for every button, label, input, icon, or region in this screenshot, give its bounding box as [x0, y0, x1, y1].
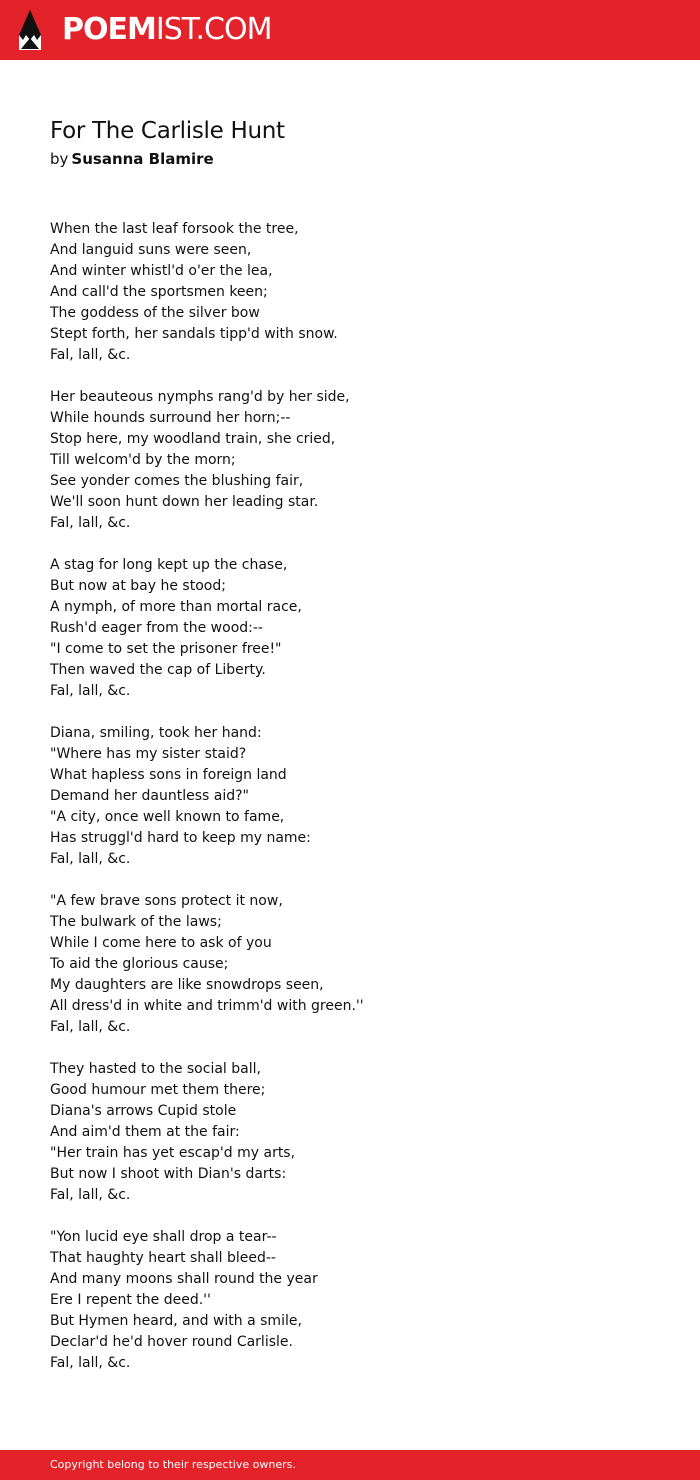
- poem-line: Till welcom'd by the morn;: [50, 452, 236, 468]
- poem-line: And winter whistl'd o'er the lea,: [50, 263, 273, 279]
- poem-line: And call'd the sportsmen keen;: [50, 284, 268, 300]
- byline: [50, 148, 214, 170]
- poem-line: Fal, lall, &c.: [50, 347, 131, 363]
- poem-line: Diana's arrows Cupid stole: [50, 1103, 237, 1119]
- poem-line: But now I shoot with Dian's darts:: [50, 1166, 287, 1182]
- poem-line: To aid the glorious cause;: [50, 956, 229, 972]
- poem-line: And languid suns were seen,: [50, 242, 252, 258]
- poem-line: But Hymen heard, and with a smile,: [50, 1313, 302, 1329]
- site-header: [0, 0, 700, 60]
- poem-line: Fal, lall, &c.: [50, 1187, 131, 1203]
- poem-line: But now at bay he stood;: [50, 578, 226, 594]
- poem-stanza: [50, 723, 670, 870]
- poem-line: "I come to set the prisoner free!": [50, 641, 282, 657]
- poem-line: Diana, smiling, took her hand:: [50, 725, 262, 741]
- pencil-tip-icon[interactable]: [17, 9, 43, 51]
- poem-line: Fal, lall, &c.: [50, 1355, 131, 1371]
- poem-line: "A few brave sons protect it now,: [50, 893, 283, 909]
- poem-line: We'll soon hunt down her leading star.: [50, 494, 319, 510]
- poem-line: Ere I repent the deed.'': [50, 1292, 211, 1308]
- poem-line: They hasted to the social ball,: [50, 1061, 261, 1077]
- byline-prefix: by: [50, 150, 69, 168]
- poem-line: The bulwark of the laws;: [50, 914, 222, 930]
- poem-line: When the last leaf forsook the tree,: [50, 221, 299, 237]
- poem-line: And many moons shall round the year: [50, 1271, 318, 1287]
- poem-stanza: [50, 1059, 670, 1206]
- poem-line: See yonder comes the blushing fair,: [50, 473, 304, 489]
- poem-line: And aim'd them at the fair:: [50, 1124, 240, 1140]
- poem-line: "Where has my sister staid?: [50, 746, 247, 762]
- poem-line: The goddess of the silver bow: [50, 305, 260, 321]
- poem-line: Her beauteous nymphs rang'd by her side,: [50, 389, 350, 405]
- poem-line: Rush'd eager from the wood:--: [50, 620, 263, 636]
- poem-stanza: [50, 555, 670, 702]
- poem-line: A nymph, of more than mortal race,: [50, 599, 302, 615]
- poem-line: While I come here to ask of you: [50, 935, 272, 951]
- poem-stanza: [50, 387, 670, 534]
- poem-line: "A city, once well known to fame,: [50, 809, 285, 825]
- poem-title: For The Carlisle Hunt: [50, 118, 285, 144]
- poem-line: "Her train has yet escap'd my arts,: [50, 1145, 296, 1161]
- poem-line: Declar'd he'd hover round Carlisle.: [50, 1334, 293, 1350]
- poem-body: [50, 219, 670, 1395]
- poem-line: All dress'd in white and trimm'd with green.'': [50, 998, 364, 1014]
- poem-line: "Yon lucid eye shall drop a tear--: [50, 1229, 277, 1245]
- site-footer: [0, 1450, 700, 1480]
- poem-stanza: [50, 219, 670, 366]
- poem-line: Then waved the cap of Liberty.: [50, 662, 266, 678]
- logo-bold-text: POEM: [62, 12, 156, 47]
- author-name[interactable]: Susanna Blamire: [71, 150, 214, 168]
- poem-line: Fal, lall, &c.: [50, 683, 131, 699]
- poem-line: My daughters are like snowdrops seen,: [50, 977, 324, 993]
- poem-line: Good humour met them there;: [50, 1082, 266, 1098]
- poem-line: That haughty heart shall bleed--: [50, 1250, 276, 1266]
- poem-line: Has struggl'd hard to keep my name:: [50, 830, 311, 846]
- poem-line: Fal, lall, &c.: [50, 1019, 131, 1035]
- poem-line: Fal, lall, &c.: [50, 515, 131, 531]
- logo-light-text: IST.COM: [155, 12, 272, 47]
- poem-stanza: [50, 1227, 670, 1374]
- poem-line: Fal, lall, &c.: [50, 851, 131, 867]
- poem-line: Stept forth, her sandals tipp'd with snow.: [50, 326, 338, 342]
- poem-line: While hounds surround her horn;--: [50, 410, 291, 426]
- poem-stanza: [50, 891, 670, 1038]
- copyright-text: Copyright belong to their respective owners.: [50, 1458, 296, 1471]
- site-logo[interactable]: [62, 12, 271, 48]
- poem-line: A stag for long kept up the chase,: [50, 557, 288, 573]
- poem-line: Stop here, my woodland train, she cried,: [50, 431, 336, 447]
- poem-line: What hapless sons in foreign land: [50, 767, 287, 783]
- poem-line: Demand her dauntless aid?": [50, 788, 249, 804]
